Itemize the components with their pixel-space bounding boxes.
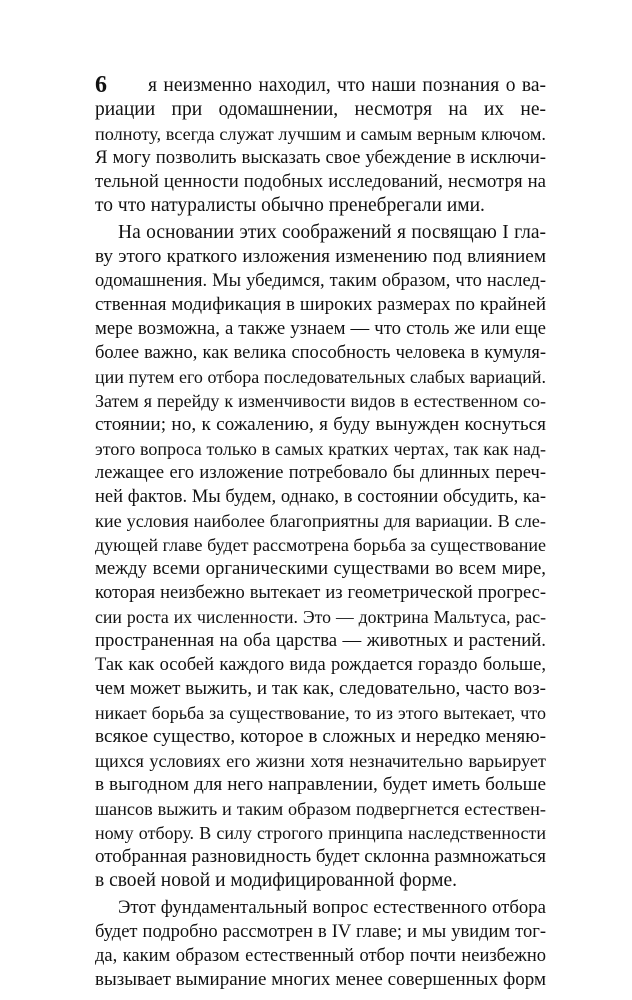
page-number: 6 [95, 72, 107, 98]
text-line: лежащее его изложение потребовало бы длинных переч- [95, 463, 546, 483]
text-line: то что натуралисты обычно пренебрегали ими. [95, 195, 485, 216]
text-line: мере возможна, а также узнаем — что столь же или еще [95, 318, 546, 339]
text-line: ней фактов. Мы будем, однако, в состоянии обсудить, ка- [95, 487, 546, 507]
text-line: ному отбору. В силу строгого принципа наследственности [95, 823, 546, 843]
text-line: чем может выжить, и так как, следовательно, часто воз- [95, 678, 546, 699]
text-line: которая неизбежно вытекает из геометрической прогрес- [95, 583, 546, 603]
text-line: щихся условиях его жизни хотя незначительно варьирует [95, 751, 546, 771]
text-line: стоянии; но, к сожалению, я буду вынужден коснуться [95, 414, 546, 435]
text-line: ции путем его отбора последовательных слабых вариаций. [95, 367, 546, 387]
text-line: На основании этих соображений я посвящаю I гла- [118, 222, 546, 243]
text-line: Так как особей каждого вида рождается гораздо больше, [95, 655, 546, 675]
text-line: да, каким образом естественный отбор почти неизбежно [95, 946, 546, 966]
text-line: ву этого краткого изложения изменению под влиянием [95, 246, 546, 267]
text-line: в своей новой и модифицированной форме. [95, 870, 457, 891]
text-line: никает борьба за существование, то из этого вытекает, что [95, 703, 546, 723]
text-line: вызывает вымирание многих менее совершенных форм [95, 969, 546, 990]
text-line: ственная модификация в широких размерах по крайней [95, 294, 546, 315]
text-line: сии роста их численности. Это — доктрина Мальтуса, рас- [95, 607, 546, 627]
text-line: тельной ценности подобных исследований, несмотря на [95, 171, 546, 192]
text-line: полноту, всегда служат лучшим и самым верным ключом. [95, 124, 546, 144]
text-line: между всеми органическими существами во всем мире, [95, 558, 546, 579]
text-line: будет подробно рассмотрен в IV главе; и мы увидим тог- [95, 922, 546, 942]
text-line: Этот фундаментальный вопрос естественного отбора [118, 897, 546, 918]
text-line: Затем я перейду к изменчивости видов в естественном со- [95, 391, 546, 411]
text-line: отобранная разновидность будет склонна размножаться [95, 846, 547, 867]
text-line: шансов выжить и таким образом подвергнется естествен- [95, 799, 546, 819]
text-line: одомашнения. Мы убедимся, таким образом, что наслед- [95, 271, 546, 291]
text-line: этого вопроса только в самых кратких чертах, так как над- [95, 439, 546, 459]
text-line: риации при одомашнении, несмотря на их не- [95, 99, 546, 120]
text-line: пространенная на оба царства — животных и растений. [95, 630, 546, 651]
text-line: Я могу позволить высказать свое убеждение в исключи- [95, 147, 546, 168]
text-line: более важно, как велика способность человека в кумуля- [95, 343, 546, 363]
text-line: кие условия наиболее благоприятны для вариации. В сле- [95, 511, 546, 531]
text-line: всякое существо, которое в сложных и нередко меняю- [95, 726, 546, 747]
text-line: дующей главе будет рассмотрена борьба за существование [95, 535, 546, 555]
text-line: я неизменно находил, что наши познания о ва- [148, 75, 546, 96]
text-line: в выгодном для него направлении, будет иметь больше [95, 774, 546, 795]
